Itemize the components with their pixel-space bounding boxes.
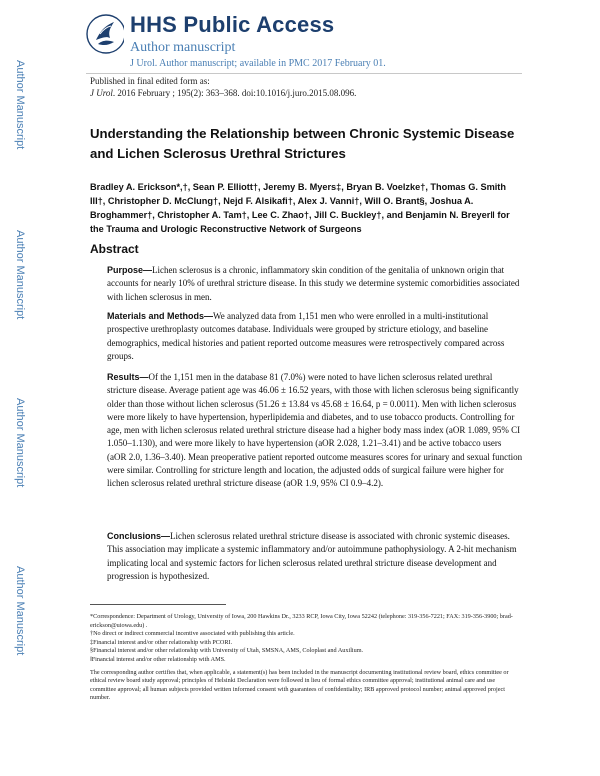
article-title: Understanding the Relationship between Chronic Systemic Disease and Lichen Sclerosus Urethral Strictures <box>90 126 515 161</box>
journal-name: J Urol <box>90 88 113 98</box>
citation-details: . 2016 February ; 195(2): 363–368. doi:10.1016/j.juro.2015.08.096. <box>112 88 357 98</box>
methods-text: We analyzed data from 1,151 men who were enrolled in a multi-institutional prospective urethroplasty outcomes database. Individuals were grouped by stricture etiology, and baseline demographics, medical histories and patient reported outcome measures were retrospectively compared across groups. <box>107 311 505 361</box>
hhs-eagle-logo-icon <box>86 12 124 56</box>
citation-line <box>90 88 356 98</box>
conclusions-text: Lichen sclerosus related urethral stricture disease is associated with chronic systemic diseases. This association may implicate a systemic inflammatory and/or autoimmune pathophysiology. A 2-hit mechanism implicating local and systemic factors for lichen sclerosus related urethral stricture disease development and progression is hypothesized. <box>107 531 517 581</box>
footnote-double-dagger: ‡Financial interest and/or other relationship with PCORI. <box>90 638 233 646</box>
footnotes <box>90 613 522 703</box>
purpose-label: Purpose— <box>107 265 153 275</box>
hhs-public-access-title: HHS Public Access <box>130 12 335 37</box>
abstract-methods <box>107 310 523 363</box>
ethics-statement: The corresponding author certifies that, when applicable, a statement(s) has been included in the manuscript documenting institutional review board, ethics committee or ethical review board study approval; principles of Helsinki Declaration were followed in lieu of formal ethics committee approval; institutional animal care and use committee approval; all human subjects provided written informed consent with guarantees of confidentiality; IRB approved protocol number; animal approved project number. <box>90 668 509 702</box>
sidebar-author-manuscript-label-4: Author Manuscript <box>14 566 26 656</box>
methods-label: Materials and Methods— <box>107 311 214 321</box>
abstract-purpose <box>107 264 523 304</box>
purpose-text: Lichen sclerosus is a chronic, inflammatory skin condition of the genitalia of unknown origin that accounts for nearly 10% of urethral stricture disease. In this study we determine systemic comorbidities associated with lichen sclerosus in men. <box>107 265 520 302</box>
sidebar-author-manuscript-label-2: Author Manuscript <box>14 230 26 320</box>
abstract-heading: Abstract <box>90 242 139 256</box>
abstract-conclusions <box>107 530 523 583</box>
source-line: J Urol. Author manuscript; available in PMC 2017 February 01. <box>130 58 386 69</box>
footnote-divider <box>90 604 226 605</box>
correspondence-footnote: *Correspondence: Department of Urology, University of Iowa, 200 Hawkins Dr., 3233 RCP, Iowa City, Iowa 52242 (telephone: 319-356-7221; FAX: 319-356-3900; brad-erickson@uiowa.edu) . <box>90 613 513 629</box>
sidebar-author-manuscript-label-1: Author Manuscript <box>14 60 26 150</box>
footnote-section: §Financial interest and/or other relationship with University of Utah, SMSNA, AMS, Coloplast and Auxilium. <box>90 647 364 655</box>
header-divider <box>86 73 522 74</box>
abstract-results <box>107 371 523 491</box>
published-note: Published in final edited form as: <box>90 76 210 86</box>
footnote-dagger: †No direct or indirect commercial incentive associated with publishing this article. <box>90 630 295 638</box>
results-label: Results— <box>107 372 149 382</box>
author-list: Bradley A. Erickson*,†, Sean P. Elliott†, Jeremy B. Myers‡, Bryan B. Voelzke†, Thomas G. Smith III†, Christopher D. McClung†, Nejd F. Alsikafi†, Alex J. Vanni†, Will O. Brant§, Joshua A. Broghammer†, Christopher A. Tam†, Lee C. Zhao†, Jill C. Buckley†, and Benjamin N. Breyer‖ for the Trauma and Urologic Reconstructive Network of Surgeons <box>90 182 510 234</box>
author-manuscript-label: Author manuscript <box>130 40 236 55</box>
sidebar-author-manuscript-label-3: Author Manuscript <box>14 398 26 488</box>
conclusions-label: Conclusions— <box>107 531 171 541</box>
results-text: Of the 1,151 men in the database 81 (7.0%) were noted to have lichen sclerosus related urethral stricture disease. Average patient age was 46.06 ± 16.52 years, with those with lichen sclerosus being significantly older than those without lichen sclerosus (51.26 ± 13.84 vs 45.68 ± 16.64, p = 0.0011). Men with lichen sclerosus were more likely to have hypertension, hyperlipidemia and diabetes, and to use tobacco products. Controlling for age, men with lichen sclerosus related urethral stricture disease had a higher body mass index (aOR 1.089, 95% CI 1.050–1.130), and were more likely to have hypertension (aOR 2.028, 1.21–3.41) and be active tobacco users (aOR 2.0, 1.36–3.40). Mean preoperative patient reported outcome measures scores for urinary and sexual function were similar. Controlling for stricture length and location, the adjusted odds of surgical failure were higher for lichen sclerosus related urethral stricture disease (aOR 1.9, 95% CI 0.9–4.2). <box>107 372 523 489</box>
footnote-parallel: ‖Financial interest and/or other relationship with AMS. <box>90 655 226 663</box>
